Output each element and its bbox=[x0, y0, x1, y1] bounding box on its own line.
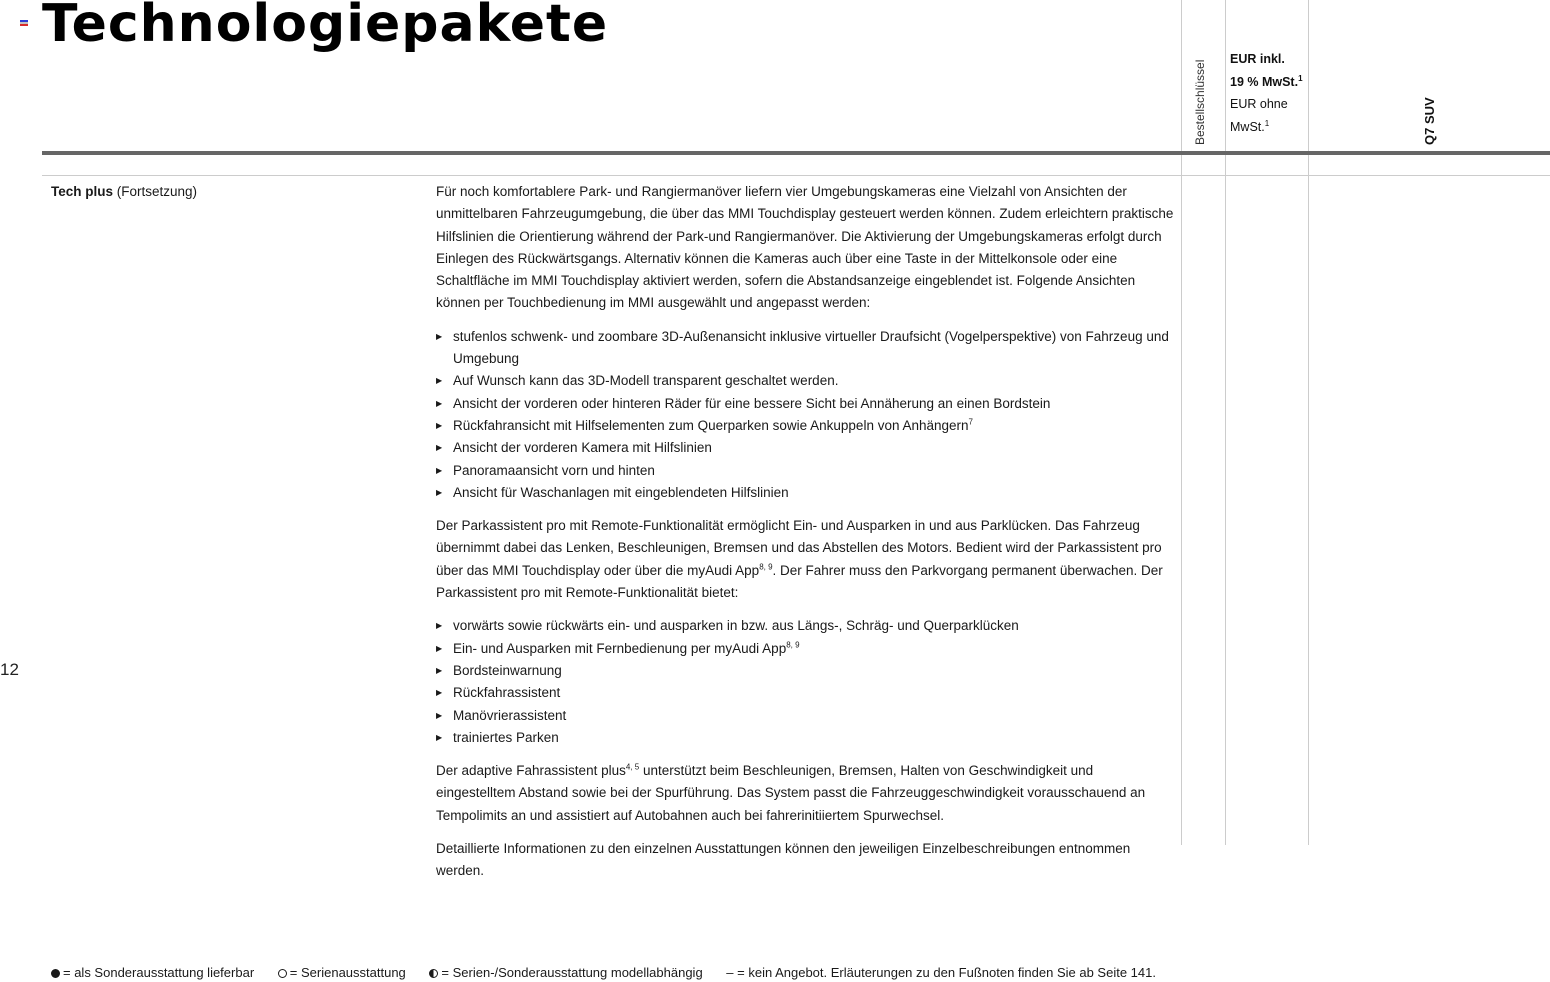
list-item: ▶ Ansicht für Waschanlagen mit eingeblendeten Hilfslinien bbox=[436, 482, 1176, 504]
list-item: ▶ Ansicht der vorderen Kamera mit Hilfslinien bbox=[436, 437, 1176, 459]
paragraph-drive-assist: Der adaptive Fahrassistent plus$^{4, 5}$ unterstützt beim Beschleunigen, Bremsen, Halten von Geschwindigkeit und eingestelltem Abstand sowie bei der Spurführung. Das System passt die Fahrzeuggeschwindigkeit vorausschauend an Tempolimits an und assistiert auf Autobahnen auch bei fahrerinitiiertem Spurwechsel. bbox=[436, 762, 1146, 823]
price-excl-line1: EUR ohne bbox=[1230, 97, 1288, 111]
list-item: ▶ Rückfahransicht mit Hilfselementen zum Querparken sowie Ankuppeln von Anhängern$^7$ bbox=[436, 415, 1176, 437]
legend bbox=[51, 965, 1166, 980]
header-rule bbox=[42, 151, 1550, 155]
column-header-order-key: Bestellschlüssel bbox=[1193, 59, 1207, 145]
list-item: ▶ Auf Wunsch kann das 3D-Modell transparent geschaltet werden. bbox=[436, 370, 1176, 392]
filled-circle-icon bbox=[51, 969, 60, 978]
list-item: ▶ Ein- und Ausparken mit Fernbedienung per myAudi App$^{8, 9}$ bbox=[436, 638, 1176, 660]
price-excl-line2: MwSt.$^1$ bbox=[1230, 118, 1270, 134]
list-item: ▶ Ansicht der vorderen oder hinteren Räder für eine bessere Sicht bei Annäherung an einen Bordstein bbox=[436, 393, 1176, 415]
row-rule bbox=[42, 175, 1550, 176]
price-incl-line2: 19 % MwSt.$^1$ bbox=[1230, 73, 1303, 89]
list-item: ▶ stufenlos schwenk- und zoombare 3D-Außenansicht inklusive virtueller Draufsicht (Vogelperspektive) von Fahrzeug und Umgebung bbox=[436, 326, 1176, 371]
legend-not-available: – = kein Angebot. Erläuterungen zu den Fußnoten finden Sie ab Seite 141. bbox=[726, 965, 1156, 980]
list-item: ▶ Panoramaansicht vorn und hinten bbox=[436, 460, 1176, 482]
paragraph-details-note: Detaillierte Informationen zu den einzelnen Ausstattungen können den jeweiligen Einzelbeschreibungen entnommen werden. bbox=[436, 841, 1131, 879]
list-item: ▶ Rückfahrassistent bbox=[436, 682, 1176, 704]
park-assist-list bbox=[436, 615, 1176, 749]
list-item: ▶ vorwärts sowie rückwärts ein- und ausparken in bzw. aus Längs-, Schräg- und Querparklücken bbox=[436, 615, 1176, 637]
paragraph-park-assist: Der Parkassistent pro mit Remote-Funktionalität ermöglicht Ein- und Ausparken in und aus Parklücken. Das Fahrzeug übernimmt dabei das Lenken, Beschleunigen, Bremsen und das Abstellen des Motors. Bedient wird der Parkassistent pro über das MMI Touchdisplay oder über die myAudi App$^{8, 9}$. Der Fahrer muss den Parkvorgang permanent überwachen. Der Parkassistent pro mit Remote-Funktionalität bietet: bbox=[436, 518, 1163, 601]
column-header-model: Q7 SUV bbox=[1422, 97, 1437, 145]
package-title: Tech plus bbox=[51, 184, 114, 199]
package-description bbox=[436, 181, 1176, 894]
column-divider bbox=[1308, 0, 1309, 845]
page-number: 12 bbox=[0, 660, 19, 679]
column-divider bbox=[1181, 0, 1182, 845]
legend-model-dependent: = Serien-/Sonderausstattung modellabhängig bbox=[429, 965, 712, 980]
empty-circle-icon bbox=[278, 969, 287, 978]
package-name bbox=[51, 184, 197, 199]
legend-standard: = Serienausstattung bbox=[278, 965, 416, 980]
price-incl-line1: EUR inkl. bbox=[1230, 52, 1285, 66]
flag-icon bbox=[20, 20, 28, 26]
legend-optional: = als Sonderausstattung lieferbar bbox=[51, 965, 264, 980]
page-title: Technologiepakete bbox=[42, 0, 609, 54]
paragraph-camera-intro: Für noch komfortablere Park- und Rangiermanöver liefern vier Umgebungskameras eine Vielzahl von Ansichten der unmittelbaren Fahrzeugumgebung, die über das MMI Touchdisplay gesteuert werden können. Zudem erleichtern praktische Hilfslinien die Orientierung während der Park-und Rangiermanöver. Die Aktivierung der Umgebungskameras erfolgt durch Einlegen des Rückwärtsgangs. Alternativ können die Kameras auch über eine Taste in der Mittelkonsole oder eine Schaltfläche im MMI Touchdisplay aktiviert werden, sofern die Abstandsanzeige eingeblendet ist. Folgende Ansichten können per Touchbedienung im MMI ausgewählt und angepasst werden: bbox=[436, 184, 1174, 311]
package-suffix: (Fortsetzung) bbox=[116, 184, 198, 199]
column-divider bbox=[1225, 0, 1226, 845]
list-item: ▶ trainiertes Parken bbox=[436, 727, 1176, 749]
half-circle-icon bbox=[429, 969, 438, 978]
camera-views-list bbox=[436, 326, 1176, 504]
list-item: ▶ Bordsteinwarnung bbox=[436, 660, 1176, 682]
list-item: ▶ Manövrierassistent bbox=[436, 705, 1176, 727]
column-header-price bbox=[1230, 48, 1303, 138]
